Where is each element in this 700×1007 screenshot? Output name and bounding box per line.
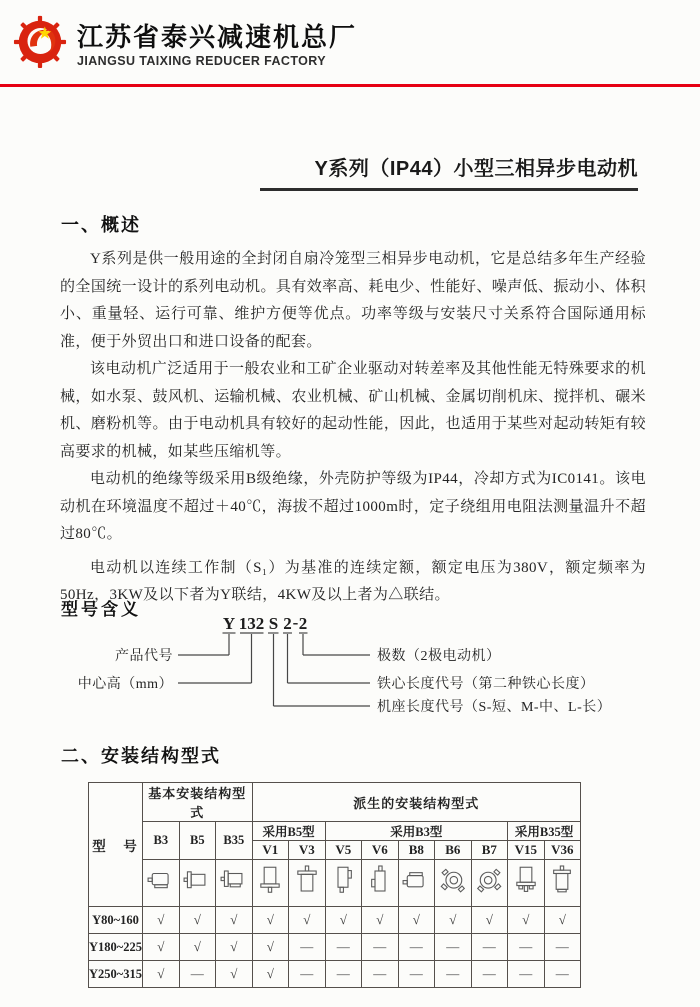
mount-b7-icon	[474, 862, 504, 900]
subgroup-header-b5: 采用B5型	[252, 822, 325, 841]
page-header	[13, 13, 357, 69]
model-token-series: Y	[222, 614, 236, 633]
availability-cell: —	[435, 934, 472, 961]
availability-cell: √	[179, 907, 216, 934]
doc-title-block	[260, 152, 638, 191]
availability-cell: √	[216, 961, 253, 988]
model-token-dash: -	[292, 613, 299, 632]
company-name-en: JIANGSU TAIXING REDUCER FACTORY	[77, 54, 326, 68]
label-poles: 极数（2极电动机）	[377, 649, 501, 664]
mount-v36-icon	[547, 862, 577, 900]
table-header-derived: 派生的安装结构型式	[252, 783, 581, 822]
model-code-diagram	[60, 612, 645, 737]
model-token-poles: 2	[298, 614, 308, 633]
availability-cell: √	[435, 907, 472, 934]
header-divider	[0, 84, 700, 87]
label-product-code: 产品代号	[115, 649, 173, 664]
row-model-y180-225: Y180~225	[89, 934, 143, 961]
model-token-frame: S	[268, 614, 279, 633]
availability-cell: —	[289, 961, 326, 988]
col-header-b7: B7	[471, 841, 508, 860]
col-header-v36: V36	[544, 841, 581, 860]
subgroup-header-b3: 采用B3型	[325, 822, 508, 841]
availability-cell: —	[508, 934, 545, 961]
availability-cell: √	[544, 907, 581, 934]
availability-cell: √	[325, 907, 362, 934]
col-header-v6: V6	[362, 841, 399, 860]
mount-b35-icon	[219, 862, 249, 900]
availability-cell: √	[252, 907, 289, 934]
label-core-length: 铁心长度代号（第二种铁心长度）	[377, 677, 595, 692]
availability-cell: √	[398, 907, 435, 934]
gear-star-emblem-icon	[13, 13, 67, 69]
mount-v15-icon	[511, 862, 541, 900]
col-header-b35: B35	[216, 822, 253, 860]
availability-cell: —	[325, 961, 362, 988]
availability-cell: √	[252, 934, 289, 961]
availability-cell: √	[252, 961, 289, 988]
mount-v6-icon	[365, 862, 395, 900]
availability-cell: —	[179, 961, 216, 988]
col-header-b6: B6	[435, 841, 472, 860]
availability-cell: √	[179, 934, 216, 961]
mount-b5-icon	[182, 862, 212, 900]
availability-cell: √	[143, 934, 180, 961]
model-token-height: 132	[238, 614, 265, 633]
subgroup-header-b35: 采用B35型	[508, 822, 581, 841]
model-token-core: 2	[283, 614, 292, 633]
mount-v5-icon	[328, 862, 358, 900]
section-heading-model-meaning: 型号含义	[61, 600, 141, 619]
col-header-v3: V3	[289, 841, 326, 860]
availability-cell: —	[398, 934, 435, 961]
availability-cell: —	[325, 934, 362, 961]
availability-cell: √	[216, 907, 253, 934]
section-heading-overview: 一、概述	[61, 215, 141, 235]
section-heading-mounting: 二、安装结构型式	[61, 746, 221, 766]
col-header-v1: V1	[252, 841, 289, 860]
mounting-table	[88, 782, 581, 988]
availability-cell: —	[471, 961, 508, 988]
col-header-v5: V5	[325, 841, 362, 860]
mount-b3-icon	[146, 862, 176, 900]
mount-b8-icon	[401, 862, 431, 900]
table-header-model: 型 号	[89, 783, 143, 907]
availability-cell: —	[362, 934, 399, 961]
availability-cell: √	[471, 907, 508, 934]
label-center-height: 中心高（mm）	[77, 677, 173, 692]
availability-cell: —	[471, 934, 508, 961]
availability-cell: —	[508, 961, 545, 988]
col-header-b8: B8	[398, 841, 435, 860]
mount-b6-icon	[438, 862, 468, 900]
col-header-v15: V15	[508, 841, 545, 860]
availability-cell: —	[544, 934, 581, 961]
availability-cell: —	[544, 961, 581, 988]
row-model-y80-160: Y80~160	[89, 907, 143, 934]
availability-cell: √	[143, 907, 180, 934]
availability-cell: —	[398, 961, 435, 988]
doc-title: Y系列（IP44）小型三相异步电动机	[314, 158, 638, 180]
company-name-cn: 江苏省泰兴减速机总厂	[77, 22, 358, 52]
mount-v3-icon	[292, 862, 322, 900]
availability-cell: √	[143, 961, 180, 988]
overview-paragraph-3: 电动机的绝缘等级采用B级绝缘，外壳防护等级为IP44，冷却方式为IC0141。该电动机在环境温度不超过＋40℃，海拔不超过1000m时，定子绕组用电阻法测量温升不超过80℃。	[60, 471, 646, 542]
label-frame-length: 机座长度代号（S-短、M-中、L-长）	[377, 700, 612, 715]
overview-paragraph-4: 电动机以连续工作制（S₁）为基准的连续定额，额定电压为380V，额定频率为50Hz，3KW及以下者为Y联结，4KW及以上者为△联结。	[60, 559, 646, 603]
col-header-b3: B3	[143, 822, 180, 860]
availability-cell: —	[362, 961, 399, 988]
table-header-basic: 基本安装结构型式	[143, 783, 253, 822]
availability-cell: √	[508, 907, 545, 934]
availability-cell: √	[289, 907, 326, 934]
overview-paragraph-2: 该电动机广泛适用于一般农业和工矿企业驱动对转差率及其他性能无特殊要求的机械，如水泵、鼓风机、运输机械、农业机械、矿山机械、金属切削机床、搅拌机、碾米机、磨粉机等。由于电动机具有较好的起动性能，因此，也适用于某些对起动转矩有较高要求的机械，如某些压缩机等。	[60, 361, 646, 460]
availability-cell: —	[289, 934, 326, 961]
overview-text	[60, 246, 646, 610]
col-header-b5: B5	[179, 822, 216, 860]
availability-cell: √	[362, 907, 399, 934]
mount-v1-icon	[255, 862, 285, 900]
availability-cell: —	[435, 961, 472, 988]
availability-cell: √	[216, 934, 253, 961]
overview-paragraph-1: Y系列是供一般用途的全封闭自扇冷笼型三相异步电动机，它是总结多年生产经验的全国统一设计的系列电动机。具有效率高、耗电少、性能好、噪声低、振动小、体积小、重量轻、运行可靠、维护方便等优点。功率等级与安装尺寸关系符合国际通用标准，便于外贸出口和进口设备的配套。	[60, 251, 646, 350]
diagram-lines	[178, 633, 370, 706]
row-model-y250-315: Y250~315	[89, 961, 143, 988]
